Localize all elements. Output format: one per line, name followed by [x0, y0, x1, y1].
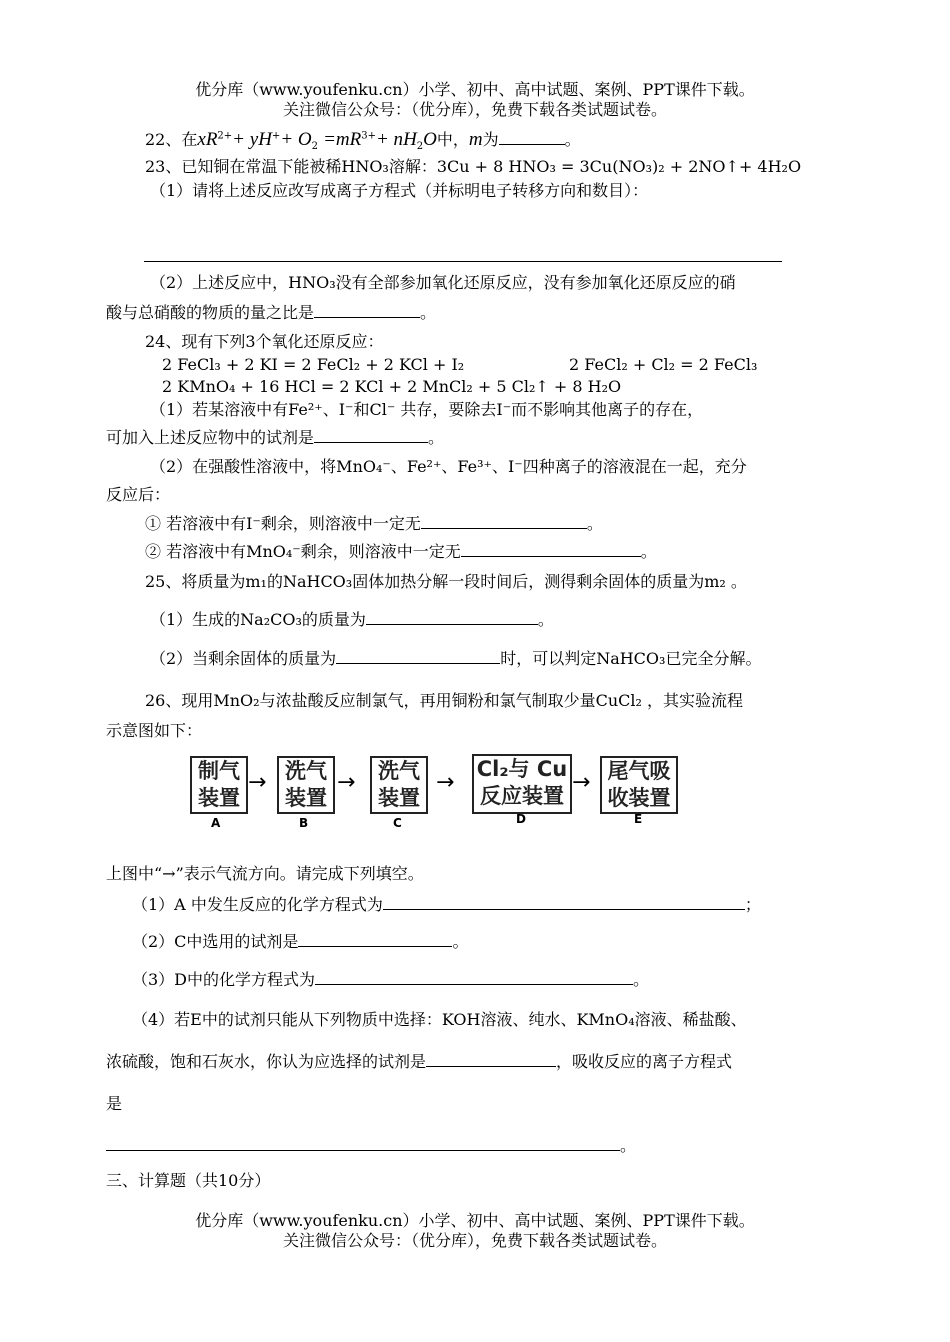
flow-box-c: 洗气 装置	[370, 756, 428, 814]
q26-end-5: 。	[620, 1136, 637, 1155]
q26-part3-text: （3）D中的化学方程式为	[132, 970, 316, 989]
q26-stem-a: 26、现用MnO₂与浓盐酸反应制氯气，再用铜粉和氯气制取少量CuCl₂ ，其实验流程	[145, 691, 743, 710]
q26-part3	[132, 970, 649, 990]
q26-part4-b-text-2: ，吸收反应的离子方程式	[556, 1052, 733, 1071]
q23-part2-b	[106, 303, 436, 323]
q24-part2-b: 反应后：	[106, 485, 171, 504]
q26-part2	[132, 932, 468, 952]
q22-R3: R	[349, 129, 362, 150]
section-3-title: 三、计算题（共10分）	[106, 1171, 271, 1190]
flow-arrow-2: →	[337, 770, 356, 795]
flow-box-d: Cl₂与 Cu 反应装置	[472, 754, 572, 814]
q26-blank-2[interactable]	[298, 932, 452, 947]
q22-y: + y	[232, 129, 259, 150]
flow-tag-b: B	[299, 816, 309, 830]
q26-part4-b-text: 浓硫酸，饱和石灰水，你认为应选择的试剂是	[106, 1052, 427, 1071]
q25-part2-b: 时，可以判定NaHCO₃已完全分解。	[500, 649, 762, 668]
question-22: 22、在$xR^{2+}+ yH^++ O_2 =mR^{3+}+ nH_2O$中，m为 。	[145, 129, 581, 153]
q22-wei: 为	[482, 130, 499, 149]
q26-part2-text: （2）C中选用的试剂是	[132, 932, 299, 951]
q24-part1-b	[106, 428, 444, 448]
q26-blank-5[interactable]	[106, 1136, 620, 1151]
q22-mid: 中，	[436, 130, 469, 149]
header-line-1: 优分库（www.youfenku.cn）小学、初中、高中试题、案例、PPT课件下载。	[195, 80, 755, 99]
q25-part2-a: （2）当剩余固体的质量为	[150, 649, 337, 668]
q24-end-1: 。	[428, 428, 445, 447]
flow-tag-c: C	[393, 816, 402, 830]
q23-stem: 23、已知铜在常温下能被稀HNO₃溶解：3Cu + 8 HNO₃ = 3Cu(NO₃)₂ + 2NO↑+ 4H₂O	[145, 157, 802, 176]
q26-part4-c: 是	[106, 1094, 123, 1113]
q26-blank-1[interactable]	[383, 895, 745, 910]
q24-sub-2-text: ② 若溶液中有MnO₄⁻剩余，则溶液中一定无	[145, 542, 461, 561]
q26-note: 上图中“→”表示气流方向。请完成下列填空。	[106, 864, 424, 883]
flow-box-a: 制气 装置	[190, 756, 248, 814]
footer-line-1: 优分库（www.youfenku.cn）小学、初中、高中试题、案例、PPT课件下载。	[195, 1211, 755, 1230]
q24-blank-1[interactable]	[314, 428, 428, 443]
q24-sub-1	[145, 514, 603, 534]
flow-box-b: 洗气 装置	[277, 756, 335, 814]
q24-sub-2	[145, 542, 657, 562]
q25-blank-1[interactable]	[366, 610, 538, 625]
q25-stem: 25、将质量为m₁的NaHCO₃固体加热分解一段时间后，测得剩余固体的质量为m₂ 。	[145, 572, 747, 591]
q25-blank-2[interactable]	[336, 649, 500, 664]
q23-part1: （1）请将上述反应改写成离子方程式（并标明电子转移方向和数目）：	[150, 181, 649, 200]
q23-answer-line[interactable]	[144, 261, 782, 262]
q24-reaction-3: 2 KMnO₄ + 16 HCl = 2 KCl + 2 MnCl₂ + 5 Cl₂↑ + 8 H₂O	[162, 377, 622, 396]
q26-part1-end: ；	[744, 895, 761, 914]
q24-stem: 24、现有下列3个氧化还原反应：	[145, 332, 384, 351]
q26-blank-3[interactable]	[315, 970, 633, 985]
q24-end-3: 。	[640, 542, 657, 561]
q22-H2O-O: O	[423, 129, 437, 150]
q23-blank[interactable]	[314, 303, 420, 318]
header-line-2: 关注微信公众号：（优分库），免费下载各类试题试卷。	[282, 100, 667, 119]
q23-part2-a: （2）上述反应中，HNO₃没有全部参加氧化还原反应，没有参加氧化还原反应的硝	[150, 273, 736, 292]
q22-R: R	[205, 129, 218, 150]
q24-sub-1-text: ① 若溶液中有I⁻剩余，则溶液中一定无	[145, 514, 421, 533]
q23-end: 。	[420, 303, 437, 322]
q22-n: + n	[375, 129, 404, 150]
q22-O: + O	[280, 129, 312, 150]
q22-m-var: m	[468, 129, 483, 150]
q25-part2	[150, 649, 761, 669]
q26-stem-b: 示意图如下：	[106, 721, 203, 740]
flow-tag-e: E	[634, 812, 643, 826]
q24-blank-3[interactable]	[461, 542, 641, 557]
q22-blank[interactable]	[499, 130, 565, 145]
q24-reaction-2: 2 FeCl₂ + Cl₂ = 2 FeCl₃	[569, 355, 758, 374]
flow-arrow-3: →	[436, 770, 455, 795]
q25-part1	[150, 610, 554, 630]
q26-end-2: 。	[452, 932, 469, 951]
q24-part1-b-text: 可加入上述反应物中的试剂是	[106, 428, 315, 447]
q22-H2O-H: H	[403, 129, 417, 150]
footer-line-2: 关注微信公众号：（优分库），免费下载各类试题试卷。	[282, 1231, 667, 1250]
q26-part4-b	[106, 1052, 732, 1072]
q24-part1-a: （1）若某溶液中有Fe²⁺、I⁻和Cl⁻ 共存，要除去I⁻而不影响其他离子的存在，	[150, 400, 704, 419]
q26-part1-text: （1）A 中发生反应的化学方程式为	[132, 895, 383, 914]
q26-end-3: 。	[633, 970, 650, 989]
q24-end-2: 。	[586, 514, 603, 533]
flow-box-e: 尾气吸 收装置	[600, 756, 678, 814]
q25-part1-text: （1）生成的Na₂CO₃的质量为	[150, 610, 366, 629]
q26-blank-4[interactable]	[426, 1052, 556, 1067]
q23-part2-b-text: 酸与总硝酸的物质的量之比是	[106, 303, 315, 322]
flow-tag-d: D	[516, 812, 526, 826]
q25-end: 。	[537, 610, 554, 629]
q22-m: =m	[323, 129, 350, 150]
q26-part4-a: （4）若E中的试剂只能从下列物质中选择：KOH溶液、纯水、KMnO₄溶液、稀盐酸、	[132, 1010, 747, 1029]
q22-end: 。	[564, 130, 581, 149]
q24-blank-2[interactable]	[421, 514, 587, 529]
flow-tag-a: A	[211, 816, 221, 830]
flow-arrow-1: →	[248, 770, 267, 795]
flow-arrow-4: →	[572, 770, 591, 795]
q22-prefix: 22、在	[145, 130, 198, 149]
q24-reaction-1: 2 FeCl₃ + 2 KI = 2 FeCl₂ + 2 KCl + I₂	[162, 355, 465, 374]
q26-part4-answer	[106, 1136, 636, 1156]
q26-part1	[132, 895, 761, 915]
q22-H: H	[258, 129, 272, 150]
q24-part2-a: （2）在强酸性溶液中，将MnO₄⁻、Fe²⁺、Fe³⁺、I⁻四种离子的溶液混在一起，充分	[150, 457, 747, 476]
q22-x: x	[197, 129, 206, 150]
